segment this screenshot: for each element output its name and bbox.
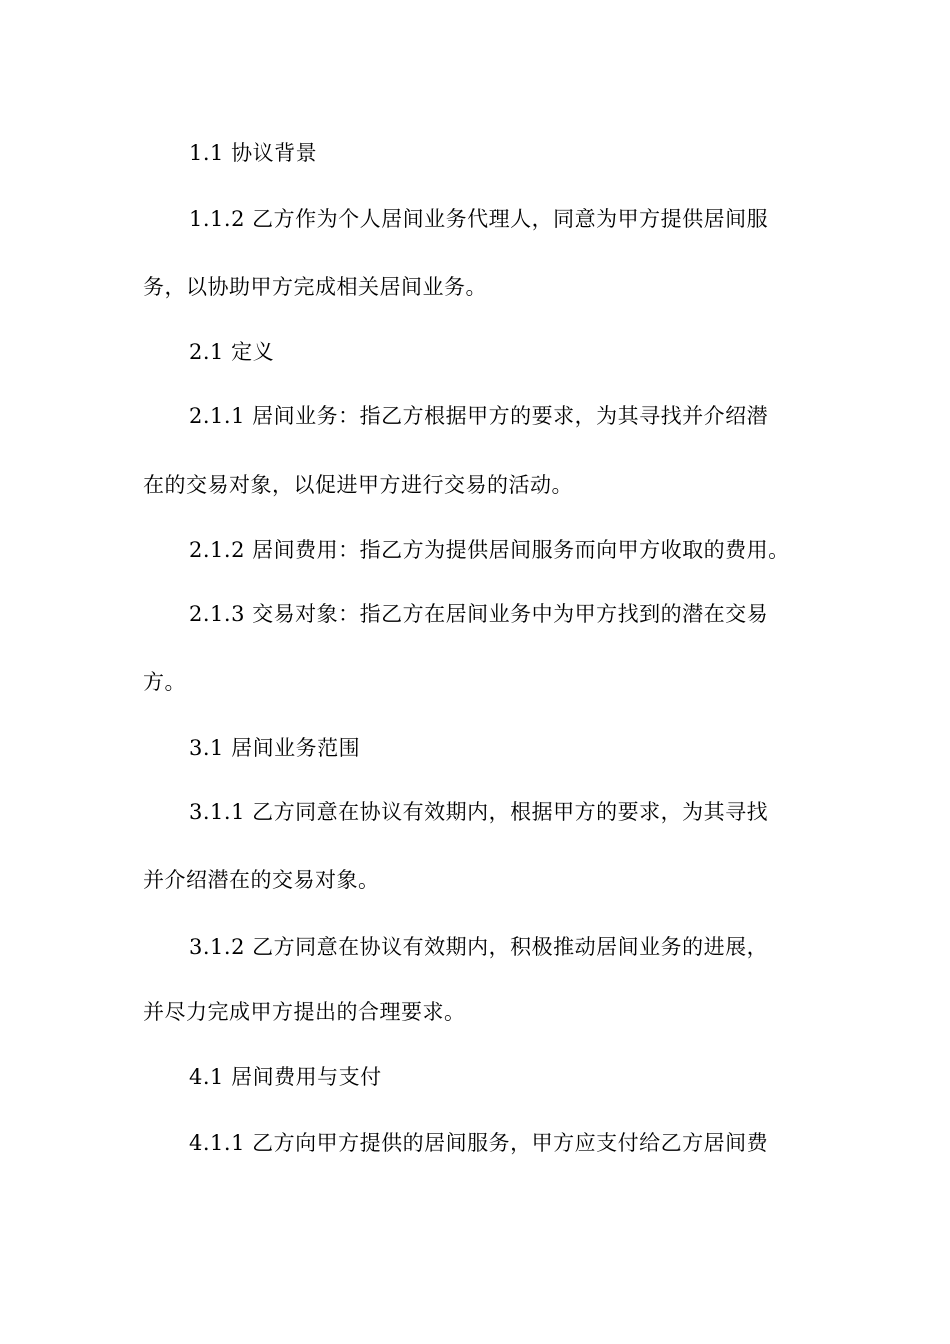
section-heading-4-1: 4.1 居间费用与支付: [189, 1065, 382, 1089]
paragraph-3-1-2-line-2: 并尽力完成甲方提出的合理要求。: [143, 1000, 466, 1024]
section-heading-1-1: 1.1 协议背景: [189, 141, 318, 165]
section-heading-2-1: 2.1 定义: [189, 340, 275, 364]
paragraph-2-1-3-line-2: 方。: [143, 670, 186, 694]
section-heading-3-1: 3.1 居间业务范围: [189, 736, 361, 760]
paragraph-2-1-1-line-1: 2.1.1 居间业务：指乙方根据甲方的要求，为其寻找并介绍潜: [189, 404, 769, 428]
paragraph-2-1-1-line-2: 在的交易对象，以促进甲方进行交易的活动。: [143, 473, 573, 497]
paragraph-1-1-2-line-1: 1.1.2 乙方作为个人居间业务代理人，同意为甲方提供居间服: [189, 207, 769, 231]
paragraph-1-1-2-line-2: 务，以协助甲方完成相关居间业务。: [143, 275, 487, 299]
paragraph-3-1-1-line-1: 3.1.1 乙方同意在协议有效期内，根据甲方的要求，为其寻找: [189, 800, 769, 824]
paragraph-2-1-3-line-1: 2.1.3 交易对象：指乙方在居间业务中为甲方找到的潜在交易: [189, 602, 769, 626]
paragraph-3-1-1-line-2: 并介绍潜在的交易对象。: [143, 868, 380, 892]
paragraph-4-1-1-line-1: 4.1.1 乙方向甲方提供的居间服务，甲方应支付给乙方居间费: [189, 1131, 769, 1155]
paragraph-2-1-2: 2.1.2 居间费用：指乙方为提供居间服务而向甲方收取的费用。: [189, 538, 790, 562]
paragraph-3-1-2-line-1: 3.1.2 乙方同意在协议有效期内，积极推动居间业务的进展，: [189, 935, 769, 959]
